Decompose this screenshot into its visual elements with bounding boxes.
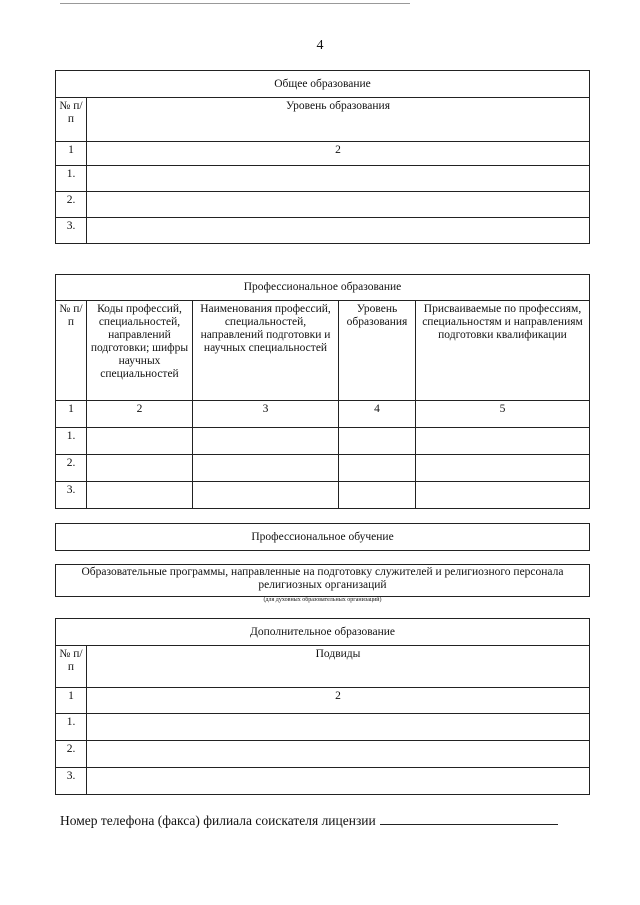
phone-fax-input-line[interactable] [380,812,558,825]
level-input-cell[interactable] [87,192,590,218]
row-number: 2. [56,192,87,218]
additional-education-title: Дополнительное образование [56,619,590,646]
col-number-header: № п/п [56,98,87,142]
index-cell: 2 [87,688,590,714]
index-cell: 3 [193,401,339,428]
professional-education-table [55,274,590,509]
input-cell[interactable] [193,428,339,455]
input-cell[interactable] [87,428,193,455]
phone-fax-label: Номер телефона (факса) филиала соискателя лицензии [60,813,376,828]
input-cell[interactable] [87,482,193,509]
row-number: 3. [56,482,87,509]
input-cell[interactable] [339,428,416,455]
phone-fax-line [60,812,558,829]
row-number: 2. [56,741,87,768]
col-level-header: Уровень образования [87,98,590,142]
input-cell[interactable] [416,482,590,509]
row-number: 3. [56,218,87,244]
row-number: 1. [56,428,87,455]
general-education-title: Общее образование [56,71,590,98]
input-cell[interactable] [339,482,416,509]
religious-programs-note: (для духовных образовательных организаций) [263,597,382,603]
index-cell: 4 [339,401,416,428]
input-cell[interactable] [339,455,416,482]
col-subtypes-header: Подвиды [87,646,590,688]
row-number: 1. [56,166,87,192]
general-education-table [55,70,590,244]
row-number: 3. [56,768,87,795]
religious-programs-box [55,564,590,597]
scan-top-line [60,3,410,4]
input-cell[interactable] [193,455,339,482]
col-level-header: Уровень образования [339,301,416,401]
subtype-input-cell[interactable] [87,714,590,741]
index-cell: 5 [416,401,590,428]
index-cell: 2 [87,401,193,428]
index-cell: 1 [56,142,87,166]
col-names-header: Наименования профессий, специальностей, направлений подготовки и научных специальностей [193,301,339,401]
index-cell: 1 [56,401,87,428]
col-qualification-header: Присваиваемые по профессиям, специальностям и направлениям подготовки квалификации [416,301,590,401]
page-number: 4 [316,38,324,53]
index-cell: 2 [87,142,590,166]
input-cell[interactable] [193,482,339,509]
index-cell: 1 [56,688,87,714]
additional-education-table [55,618,590,795]
subtype-input-cell[interactable] [87,741,590,768]
col-number-header: № п/п [56,301,87,401]
col-codes-header: Коды профессий, специальностей, направлений подготовки; шифры научных специальностей [87,301,193,401]
level-input-cell[interactable] [87,218,590,244]
row-number: 1. [56,714,87,741]
professional-training-title: Профессиональное обучение [251,531,394,543]
level-input-cell[interactable] [87,166,590,192]
input-cell[interactable] [416,428,590,455]
professional-training-box [55,523,590,551]
religious-programs-title: Образовательные программы, направленные на подготовку служителей и религиозного персонала религиозных организаций [81,566,564,591]
subtype-input-cell[interactable] [87,768,590,795]
row-number: 2. [56,455,87,482]
input-cell[interactable] [416,455,590,482]
professional-education-title: Профессиональное образование [56,275,590,301]
col-number-header: № п/п [56,646,87,688]
input-cell[interactable] [87,455,193,482]
